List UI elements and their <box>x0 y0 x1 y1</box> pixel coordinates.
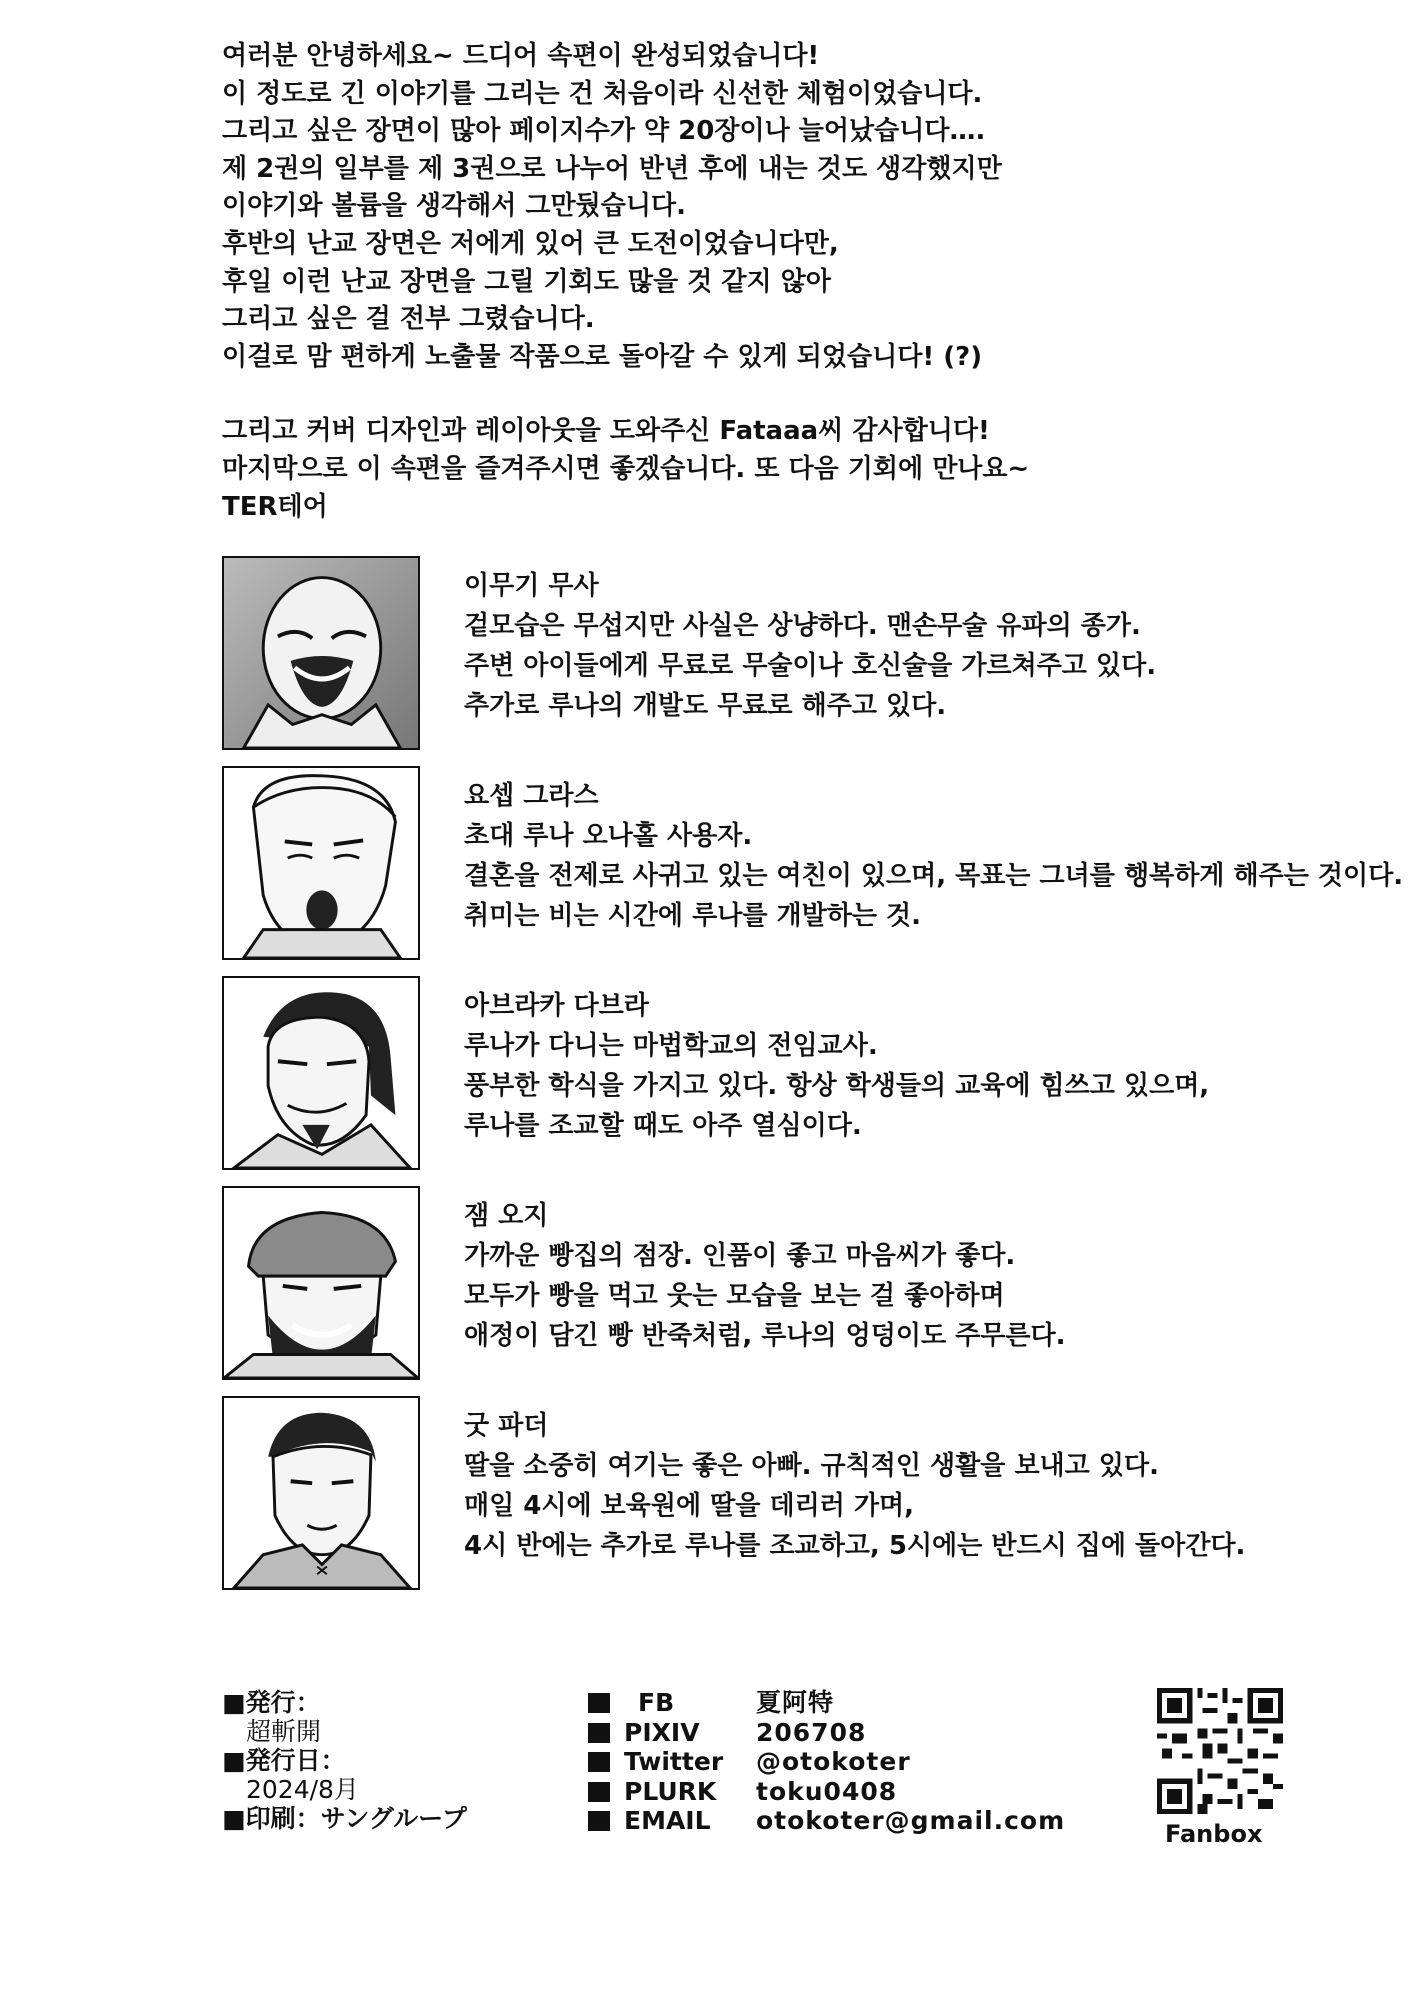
social-row <box>588 1718 1065 1748</box>
author-signature: TER테어 <box>222 491 328 522</box>
character-entry <box>222 976 1372 1176</box>
afterword-line: 이걸로 맘 편하게 노출물 작품으로 돌아갈 수 있게 되었습니다! (?) <box>222 341 983 372</box>
character-desc: 루나가 다니는 마법학교의 전임교사. <box>464 1031 878 1061</box>
qr-code-icon[interactable] <box>1157 1688 1283 1814</box>
afterword <box>222 38 1222 526</box>
bullet-square-icon <box>588 1693 610 1713</box>
character-desc: 주변 아이들에게 무료로 무술이나 호신술을 가르쳐주고 있다. <box>464 651 1157 681</box>
character-desc: 모두가 빵을 먹고 웃는 모습을 보는 걸 좋아하며 <box>464 1281 1005 1311</box>
character-portrait <box>222 1396 420 1590</box>
publisher: 超斬開 <box>246 1717 322 1746</box>
character-desc: 4시 반에는 추가로 루나를 조교하고, 5시에는 반드시 집에 돌아간다. <box>464 1531 1246 1561</box>
publish-date: 2024/8月 <box>246 1775 359 1804</box>
character-desc: 루나를 조교할 때도 아주 열심이다. <box>464 1111 862 1141</box>
afterword-line: 그리고 커버 디자인과 레이아웃을 도와주신 Fataaa씨 감사합니다! <box>222 416 990 447</box>
character-desc: 애정이 담긴 빵 반죽처럼, 루나의 엉덩이도 주무른다. <box>464 1321 1066 1351</box>
character-name: 이무기 무사 <box>464 571 599 601</box>
social-links <box>588 1688 1065 1836</box>
character-name: 잼 오지 <box>464 1201 549 1231</box>
afterword-line: 제 2권의 일부를 제 3권으로 나누어 반년 후에 내는 것도 생각했지만 <box>222 153 1002 184</box>
social-value: toku0408 <box>756 1776 898 1806</box>
afterword-line: 그리고 싶은 걸 전부 그렸습니다. <box>222 304 595 335</box>
publisher-label: ■発行： <box>222 1688 321 1717</box>
character-entry <box>222 1396 1372 1596</box>
social-value: 夏阿特 <box>756 1688 835 1717</box>
social-label: FB <box>638 1688 675 1717</box>
character-name: 굿 파더 <box>464 1411 549 1441</box>
afterword-line: 이 정도로 긴 이야기를 그리는 건 처음이라 신선한 체험이었습니다. <box>222 78 983 109</box>
afterword-line: 후일 이런 난교 장면을 그릴 기회도 많을 것 같지 않아 <box>222 266 831 297</box>
bullet-square-icon <box>588 1723 610 1743</box>
character-portrait <box>222 556 420 750</box>
character-desc: 겉모습은 무섭지만 사실은 상냥하다. 맨손무술 유파의 종가. <box>464 611 1141 641</box>
character-entry <box>222 556 1372 756</box>
character-desc: 초대 루나 오나홀 사용자. <box>464 821 753 851</box>
afterword-line: 이야기와 볼륨을 생각해서 그만뒀습니다. <box>222 191 687 222</box>
social-value: 206708 <box>756 1717 867 1747</box>
afterword-line: 마지막으로 이 속편을 즐겨주시면 좋겠습니다. 또 다음 기회에 만나요~ <box>222 453 1030 484</box>
character-name: 아브라카 다브라 <box>464 991 649 1021</box>
social-row <box>588 1806 1065 1836</box>
social-label: EMAIL <box>624 1806 711 1835</box>
date-label: ■発行日： <box>222 1746 346 1775</box>
bullet-square-icon <box>588 1811 610 1831</box>
social-row <box>588 1777 1065 1807</box>
character-desc: 추가로 루나의 개발도 무료로 해주고 있다. <box>464 691 947 721</box>
character-desc: 결혼을 전제로 사귀고 있는 여친이 있으며, 목표는 그녀를 행복하게 해주는 것이다. <box>464 861 1404 891</box>
character-portrait <box>222 976 420 1170</box>
afterword-line: 후반의 난교 장면은 저에게 있어 큰 도전이었습니다만, <box>222 228 839 259</box>
character-name: 요셉 그라스 <box>464 781 599 811</box>
social-row <box>588 1747 1065 1777</box>
printer: ■印刷：サングループ <box>222 1804 467 1833</box>
social-row <box>588 1688 1065 1718</box>
character-entry <box>222 766 1404 966</box>
character-portrait <box>222 766 420 960</box>
character-entry <box>222 1186 1372 1386</box>
social-label: PIXIV <box>624 1717 700 1747</box>
afterword-line: 그리고 싶은 장면이 많아 페이지수가 약 20장이나 늘어났습니다…. <box>222 116 986 147</box>
character-desc: 취미는 비는 시간에 루나를 개발하는 것. <box>464 901 921 931</box>
social-value: @otokoter <box>756 1747 911 1776</box>
afterword-line: 여러분 안녕하세요~ 드디어 속편이 완성되었습니다! <box>222 41 820 71</box>
bullet-square-icon <box>588 1782 610 1802</box>
character-portrait <box>222 1186 420 1380</box>
bullet-square-icon <box>588 1752 610 1772</box>
social-label: Twitter <box>624 1747 724 1776</box>
character-desc: 매일 4시에 보육원에 딸을 데리러 가며, <box>464 1491 914 1521</box>
character-desc: 가까운 빵집의 점장. 인품이 좋고 마음씨가 좋다. <box>464 1241 1016 1271</box>
qr-caption: Fanbox <box>1165 1820 1263 1848</box>
character-desc: 딸을 소중히 여기는 좋은 아빠. 규칙적인 생활을 보내고 있다. <box>464 1451 1159 1481</box>
social-value: otokoter@gmail.com <box>756 1806 1066 1835</box>
social-label: PLURK <box>624 1776 717 1806</box>
colophon <box>222 1688 467 1833</box>
character-desc: 풍부한 학식을 가지고 있다. 항상 학생들의 교육에 힘쓰고 있으며, <box>464 1071 1210 1101</box>
